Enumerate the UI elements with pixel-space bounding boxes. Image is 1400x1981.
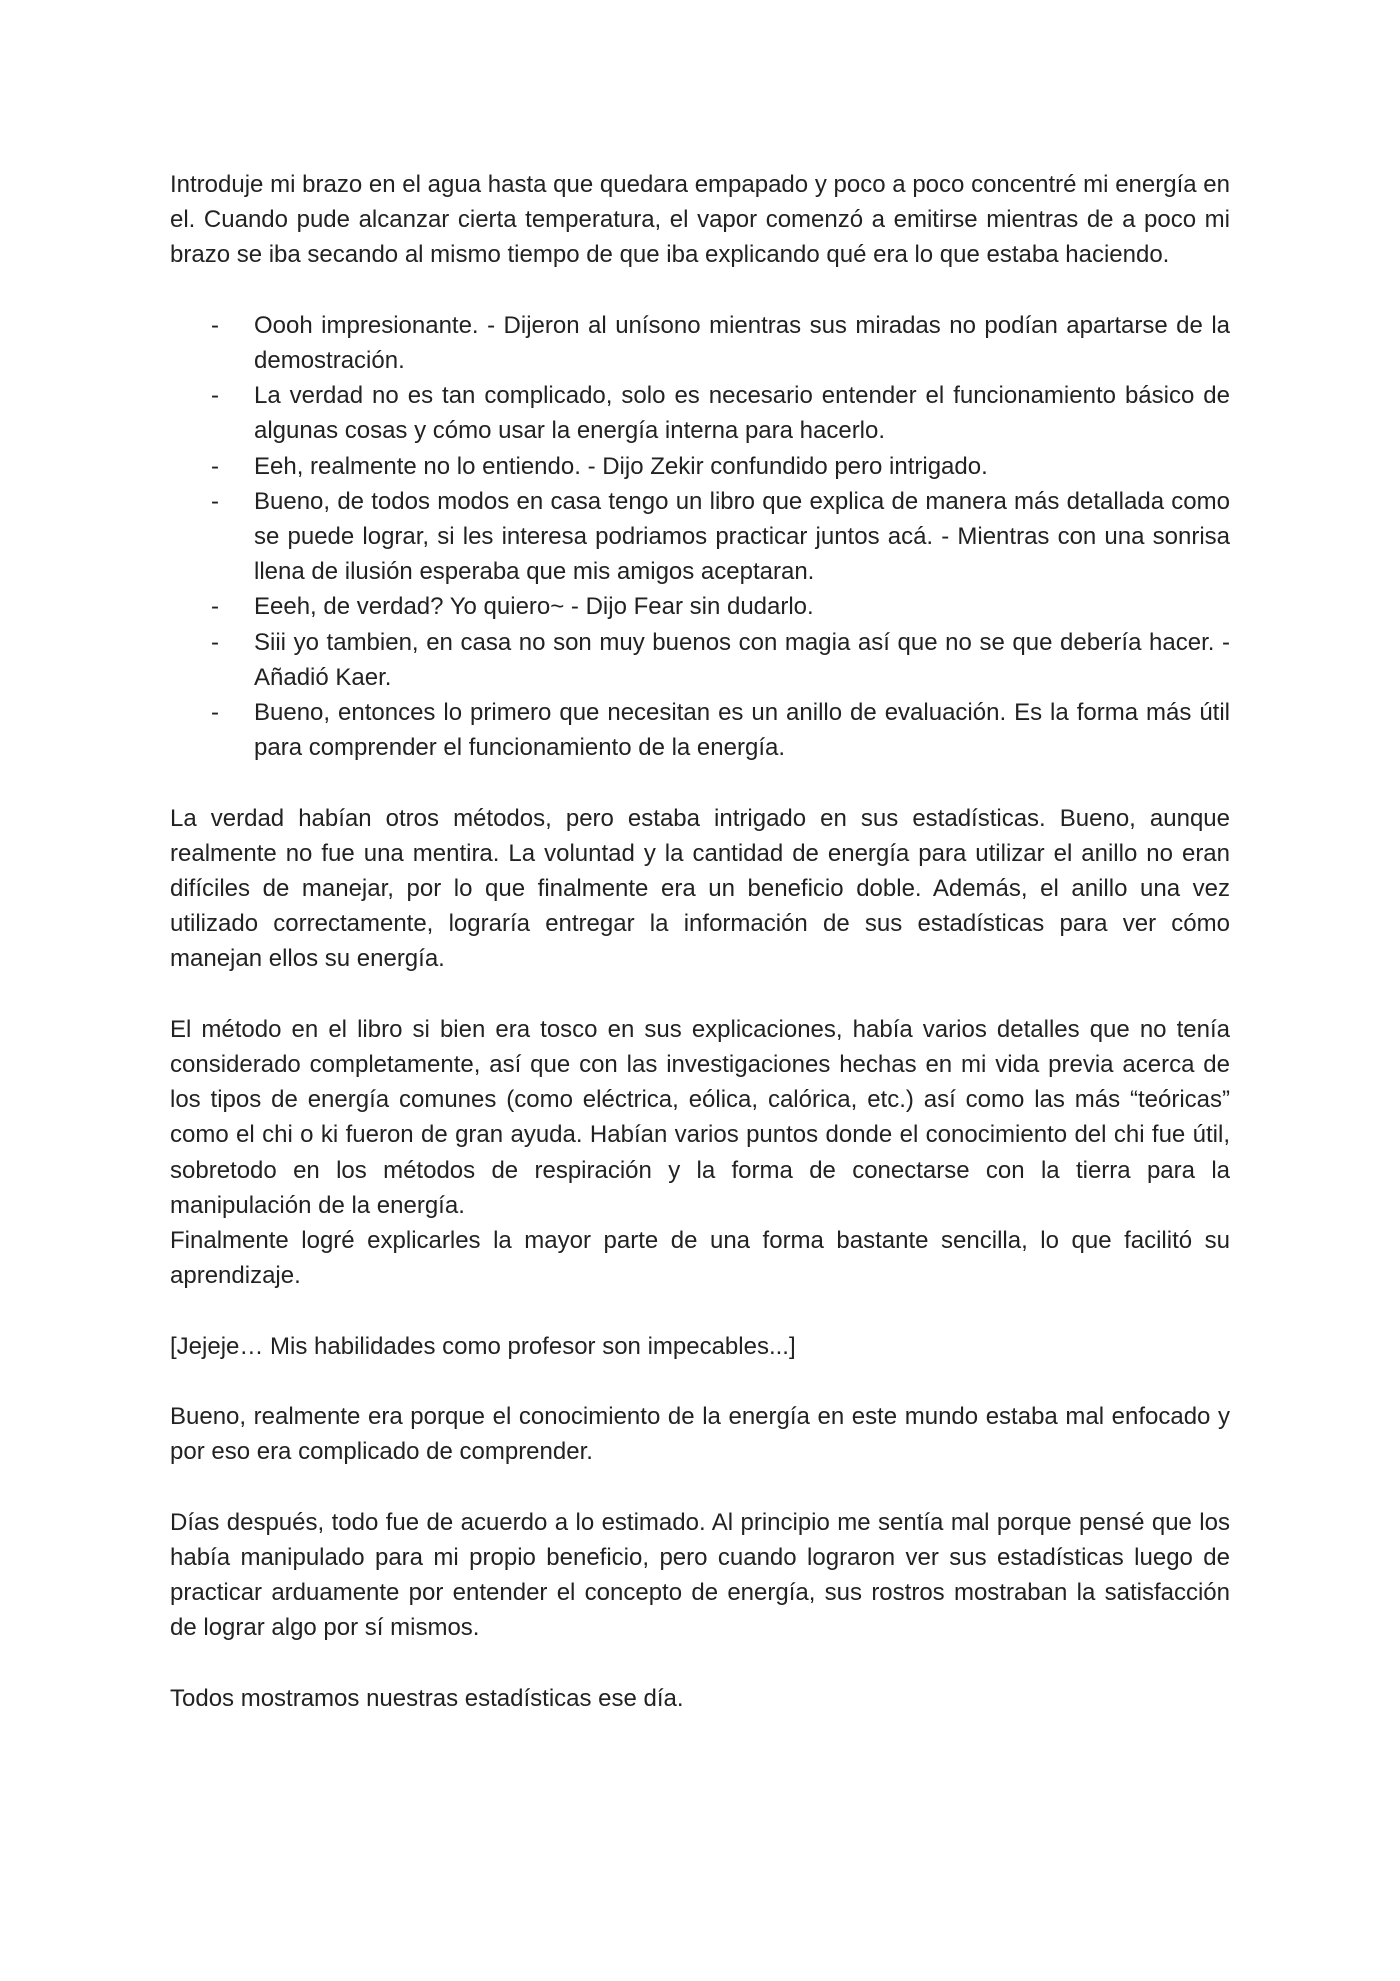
paragraph: Finalmente logré explicarles la mayor parte de una forma bastante sencilla, lo que facilitó su aprendizaje. xyxy=(170,1227,1230,1290)
dialogue-line xyxy=(170,625,1230,695)
paragraph-gap xyxy=(170,765,1230,800)
dialogue-text: Oooh impresionante. - Dijeron al unísono mientras sus miradas no podían apartarse de la demostración. xyxy=(254,311,1230,374)
dialogue-text: Bueno, entonces lo primero que necesitan es un anillo de evaluación. Es la forma más útil para comprender el funcionamiento de la energía. xyxy=(254,699,1230,762)
dash-marker: - xyxy=(211,628,219,656)
dialogue-text: Eeh, realmente no lo entiendo. - Dijo Zekir confundido pero intrigado. xyxy=(254,452,988,480)
bracketed-thought: [Jejeje… Mis habilidades como profesor son impecables...] xyxy=(170,1332,796,1360)
dash-marker: - xyxy=(211,593,219,621)
paragraph-gap xyxy=(170,1364,1230,1399)
dialogue-text: Bueno, de todos modos en casa tengo un libro que explica de manera más detallada como se puede lograr, si les interesa podriamos practicar juntos acá. - Mientras con una sonrisa llena de ilusión esperaba que mis amigos aceptaran. xyxy=(254,487,1230,586)
dialogue-line xyxy=(170,695,1230,765)
paragraph: Días después, todo fue de acuerdo a lo estimado. Al principio me sentía mal porque pensé que los había manipulado para mi propio beneficio, pero cuando lograron ver sus estadísticas luego de practicar arduamente por entender el concepto de energía, sus rostros mostraban la satisfacción de lograr algo por sí mismos. xyxy=(170,1508,1230,1642)
dialogue-line xyxy=(170,378,1230,448)
dialogue-text: La verdad no es tan complicado, solo es necesario entender el funcionamiento básico de algunas cosas y cómo usar la energía interna para hacerlo. xyxy=(254,382,1230,445)
dialogue-line xyxy=(170,484,1230,590)
dash-marker: - xyxy=(211,487,219,515)
dash-marker: - xyxy=(211,699,219,727)
dialogue-line xyxy=(170,589,1230,624)
paragraph-intro: Introduje mi brazo en el agua hasta que quedara empapado y poco a poco concentré mi energía en el. Cuando pude alcanzar cierta temperatura, el vapor comenzó a emitirse mientras de a poco mi brazo se iba secando al mismo tiempo de que iba explicando qué era lo que estaba haciendo. xyxy=(170,171,1230,269)
paragraph: Bueno, realmente era porque el conocimiento de la energía en este mundo estaba mal enfocado y por eso era complicado de comprender. xyxy=(170,1403,1230,1466)
dash-marker: - xyxy=(211,452,219,480)
paragraph: La verdad habían otros métodos, pero estaba intrigado en sus estadísticas. Bueno, aunque realmente no fue una mentira. La voluntad y la cantidad de energía para utilizar el anillo no eran difíciles de manejar, por lo que finalmente era un beneficio doble. Además, el anillo una vez utilizado correctamente, lograría entregar la información de sus estadísticas para ver cómo manejan ellos su energía. xyxy=(170,804,1230,973)
dash-marker: - xyxy=(211,311,219,339)
dialogue-text: Siii yo tambien, en casa no son muy buenos con magia así que no se que debería hacer. - Añadió Kaer. xyxy=(254,628,1230,691)
paragraph-gap xyxy=(170,273,1230,308)
dialogue-list xyxy=(170,308,1230,766)
paragraph-gap xyxy=(170,1469,1230,1504)
dialogue-line xyxy=(170,308,1230,378)
paragraph-closing: Todos mostramos nuestras estadísticas ese día. xyxy=(170,1684,684,1712)
paragraph: El método en el libro si bien era tosco en sus explicaciones, había varios detalles que no tenía considerado completamente, así que con las investigaciones hechas en mi vida previa acerca de los tipos de energía comunes (como eléctrica, eólica, calórica, etc.) así como las más “teóricas” como el chi o ki fueron de gran ayuda. Habían varios puntos donde el conocimiento del chi fue útil, sobretodo en los métodos de respiración y la forma de conectarse con la tierra para la manipulación de la energía. xyxy=(170,1015,1230,1219)
dialogue-line xyxy=(170,449,1230,484)
paragraph-gap xyxy=(170,977,1230,1012)
document-body xyxy=(170,167,1230,1716)
dialogue-text: Eeeh, de verdad? Yo quiero~ - Dijo Fear sin dudarlo. xyxy=(254,593,814,621)
paragraph-gap xyxy=(170,1293,1230,1328)
paragraph-gap xyxy=(170,1645,1230,1680)
dash-marker: - xyxy=(211,382,219,410)
